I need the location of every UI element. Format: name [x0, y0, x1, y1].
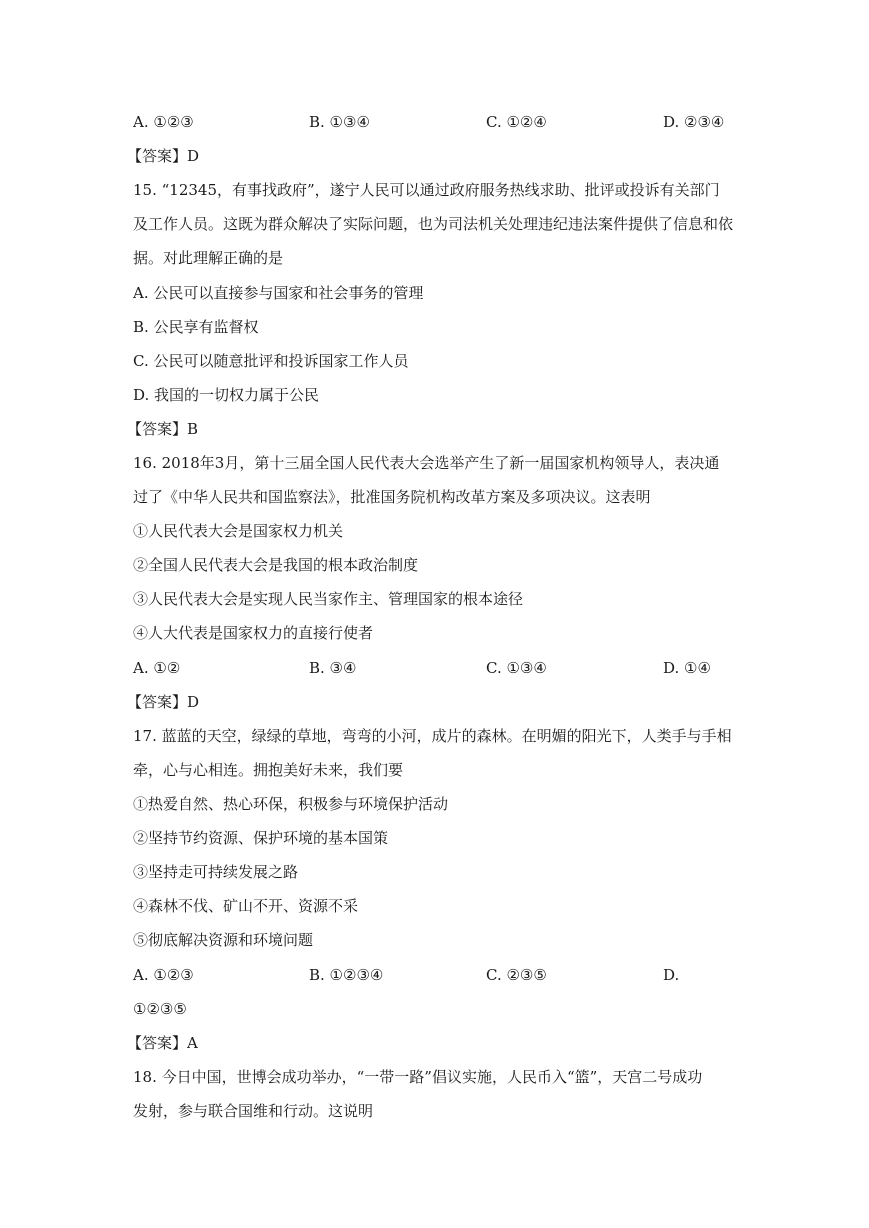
q16-item-1: ①人民代表大会是国家权力机关 — [133, 522, 344, 540]
q14-option-a: A. ①②③ — [133, 113, 194, 131]
q14-answer: 【答案】D — [127, 147, 200, 165]
q17-option-a: A. ①②③ — [133, 966, 194, 984]
q17-option-b: B. ①②③④ — [309, 966, 384, 984]
q17-item-5: ⑤彻底解决资源和环境问题 — [133, 931, 314, 949]
q14-option-b: B. ①③④ — [309, 113, 370, 131]
q16-stem-line-2: 过了《中华人民共和国监察法》，批准国务院机构改革方案及多项决议。这表明 — [133, 488, 651, 506]
q15-answer: 【答案】B — [127, 420, 199, 438]
q17-option-d: D. — [663, 966, 680, 984]
q16-answer: 【答案】D — [127, 693, 200, 711]
q15-stem-line-3: 据。对此理解正确的是 — [133, 249, 284, 267]
q15-option-a: A. 公民可以直接参与国家和社会事务的管理 — [133, 284, 424, 302]
q15-option-b: B. 公民享有监督权 — [133, 318, 259, 336]
q15-stem-line-1: 15. “12345，有事找政府”，遂宁人民可以通过政府服务热线求助、批评或投诉有关部门 — [133, 181, 720, 199]
q16-option-d: D. ①④ — [663, 659, 711, 677]
q16-option-a: A. ①② — [133, 659, 181, 677]
q16-option-b: B. ③④ — [309, 659, 357, 677]
q15-stem-line-2: 及工作人员。这既为群众解决了实际问题，也为司法机关处理违纪违法案件提供了信息和依 — [133, 215, 734, 233]
q16-option-c: C. ①③④ — [486, 659, 547, 677]
q17-answer: 【答案】A — [127, 1034, 198, 1052]
q17-stem-line-1: 17. 蓝蓝的天空，绿绿的草地，弯弯的小河，成片的森林。在明媚的阳光下，人类手与手相 — [133, 727, 732, 745]
q15-option-c: C. 公民可以随意批评和投诉国家工作人员 — [133, 352, 409, 370]
q16-item-4: ④人大代表是国家权力的直接行使者 — [133, 624, 374, 642]
q17-stem-line-2: 牵，心与心相连。拥抱美好未来，我们要 — [133, 761, 404, 779]
q15-option-d: D. 我国的一切权力属于公民 — [133, 386, 320, 404]
q16-stem-line-1: 16. 2018年3月，第十三届全国人民代表大会选举产生了新一届国家机构领导人，表决通 — [133, 454, 720, 472]
q17-item-4: ④森林不伐、矿山不开、资源不采 — [133, 897, 359, 915]
q17-item-1: ①热爱自然、热心环保，积极参与环境保护活动 — [133, 795, 449, 813]
q14-option-c: C. ①②④ — [486, 113, 547, 131]
q17-option-c: C. ②③⑤ — [486, 966, 547, 984]
q18-stem-line-1: 18. 今日中国，世博会成功举办，“一带一路”倡议实施，人民币入“篮”，天宫二号成功 — [133, 1068, 703, 1086]
q17-option-d-wrapped: ①②③⑤ — [133, 1000, 187, 1018]
q14-option-d: D. ②③④ — [663, 113, 725, 131]
q16-item-2: ②全国人民代表大会是我国的根本政治制度 — [133, 556, 419, 574]
q16-item-3: ③人民代表大会是实现人民当家作主、管理国家的根本途径 — [133, 590, 524, 608]
q17-item-3: ③坚持走可持续发展之路 — [133, 863, 299, 881]
q17-item-2: ②坚持节约资源、保护环境的基本国策 — [133, 829, 389, 847]
q18-stem-line-2: 发射，参与联合国维和行动。这说明 — [133, 1102, 374, 1120]
